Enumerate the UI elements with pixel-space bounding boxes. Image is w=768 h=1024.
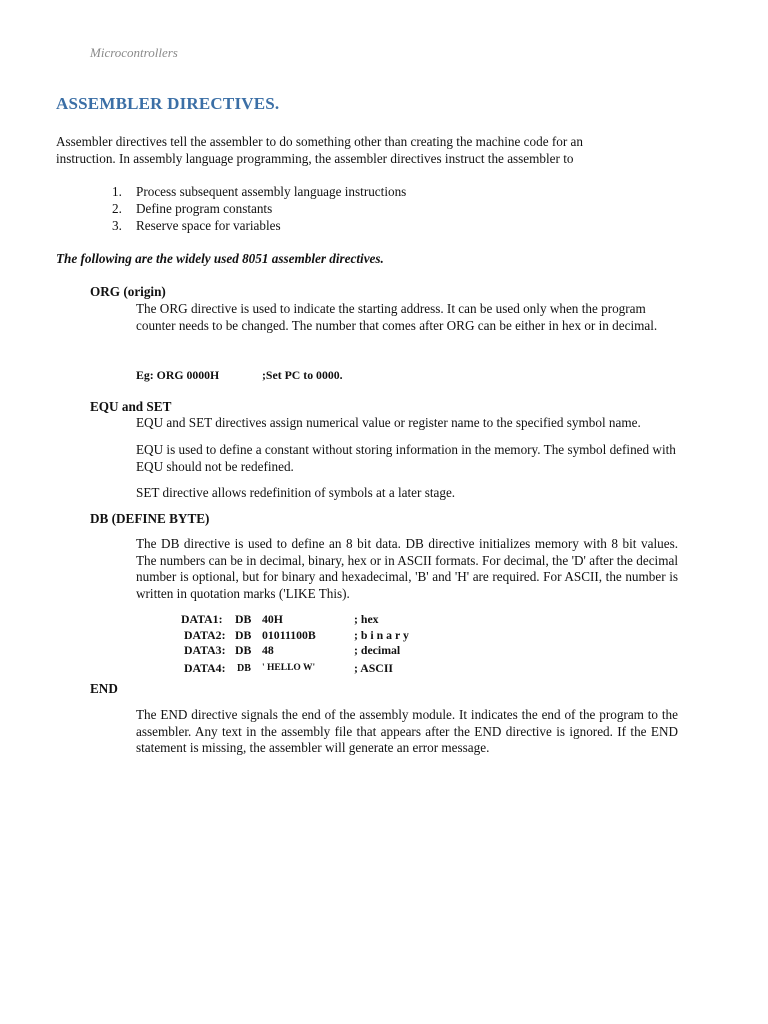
running-header: Microcontrollers (90, 45, 178, 60)
code-value: 40H (262, 612, 283, 626)
db-body: The DB directive is used to define an 8 bit data. DB directive initializes memory with 8 bit values. The numbers can be in decimal, binary, hex or in ASCII formats. For decimal, the 'D' after the decimal number is optional, but for binary and hexadecimal, 'B' and 'H' are required. For ASCII, the number is written in quotation marks ('LIKE This). (136, 536, 678, 601)
code-label: DATA4: (184, 661, 226, 675)
equ-paragraph-2: EQU is used to define a constant without storing information in the memory. The symbol defined with EQU should not be redefined. (136, 442, 676, 474)
code-comment: ; b i n a r y (354, 628, 409, 642)
code-op: DB (235, 612, 252, 626)
org-heading: ORG (origin) (90, 284, 166, 299)
code-value: 48 (262, 643, 274, 657)
code-label: DATA3: (184, 643, 226, 657)
list-text: Process subsequent assembly language instructions (136, 184, 407, 199)
end-body: The END directive signals the end of the assembly module. It indicates the end of the program to the assembler. Any text in the assembly file that appears after the END directive is ignored. If the END statement is missing, the assembler will generate an error message. (136, 707, 678, 755)
code-op: DB (237, 663, 251, 674)
set-paragraph: SET directive allows redefinition of symbols at a later stage. (136, 485, 456, 500)
intro-line-2: instruction. In assembly language programming, the assembler directives instruct the assembler to (56, 151, 574, 166)
org-example-comment: ;Set PC to 0000. (262, 368, 343, 382)
page-title: ASSEMBLER DIRECTIVES. (56, 94, 280, 113)
equ-paragraph-1: EQU and SET directives assign numerical value or register name to the specified symbol name. (136, 415, 641, 430)
code-comment: ; ASCII (354, 661, 394, 675)
code-op: DB (235, 628, 252, 642)
list-text: Reserve space for variables (136, 218, 281, 233)
code-label: DATA2: (184, 628, 226, 642)
code-value: ' HELLO W' (262, 663, 316, 673)
directives-intro: The following are the widely used 8051 assembler directives. (56, 251, 384, 266)
intro-line-1: Assembler directives tell the assembler to do something other than creating the machine code for an (56, 134, 583, 149)
equ-heading: EQU and SET (90, 399, 172, 414)
org-body: The ORG directive is used to indicate the starting address. It can be used only when the program counter needs to be changed. The number that comes after ORG can be either in hex or in decimal. (136, 301, 658, 333)
code-label: DATA1: (181, 612, 223, 626)
code-comment: ; decimal (354, 643, 401, 657)
end-heading: END (90, 681, 118, 696)
org-example-code: Eg: ORG 0000H (136, 368, 220, 382)
list-text: Define program constants (136, 201, 273, 216)
code-comment: ; hex (354, 612, 379, 626)
list-number: 1. (112, 184, 122, 199)
list-number: 3. (112, 218, 122, 233)
code-value: 01011100B (262, 628, 316, 642)
list-number: 2. (112, 201, 122, 216)
db-heading: DB (DEFINE BYTE) (90, 511, 210, 526)
code-op: DB (235, 643, 252, 657)
